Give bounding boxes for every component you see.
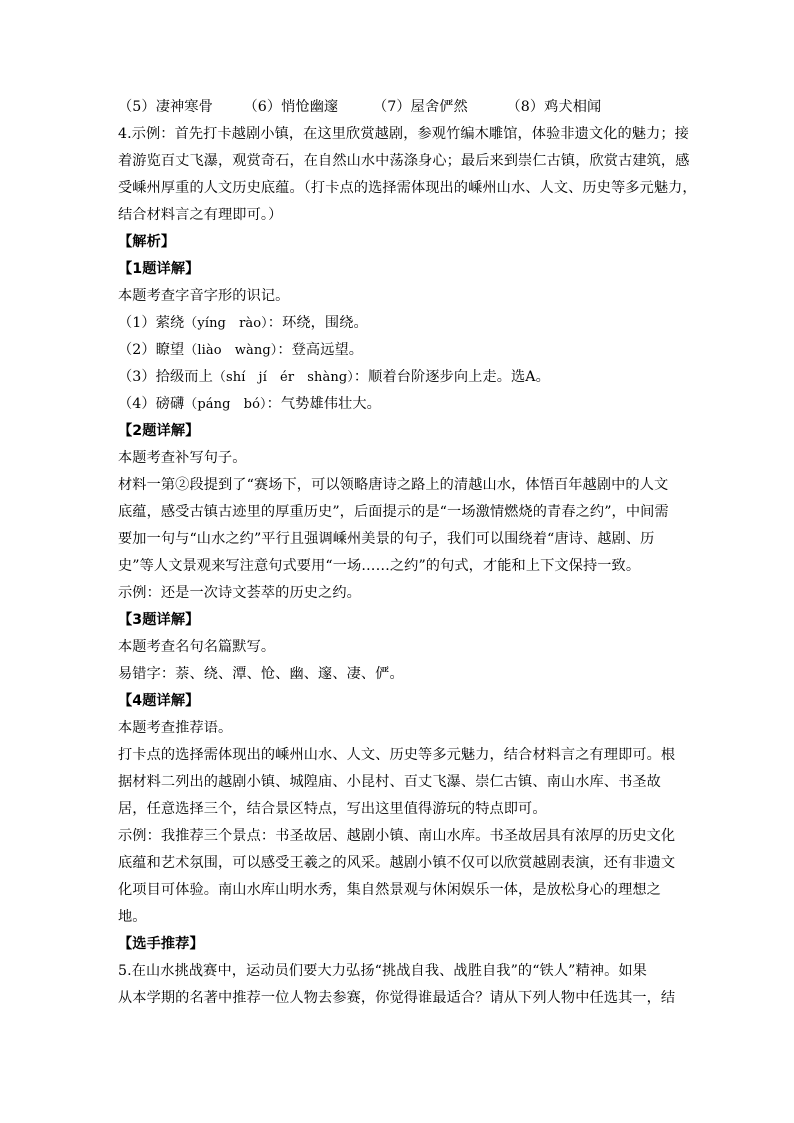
document-page: [118, 94, 697, 1012]
q1-item: [118, 337, 678, 364]
q4-line: 据材料二列出的越剧小镇、城隍庙、小昆村、百丈飞瀑、崇仁古镇、南山水库、书圣故: [118, 774, 661, 790]
recommend-header: 【选手推荐】: [118, 936, 204, 952]
q4-line: 底蕴和艺术氛围，可以感受王羲之的风采。越剧小镇不仅可以欣赏越剧表演，还有非遗文: [118, 855, 676, 871]
q2-line: 要加一句与“山水之约”平行且强调嵊州美景的句子，我们可以围绕着“唐诗、越剧、历: [118, 531, 655, 547]
q1-item-word: （3）拾级而上: [118, 369, 213, 385]
q1-item-meaning: ：顺着台阶逐步向上走。选A。: [353, 369, 550, 385]
q1-item-word: （2）瞭望: [118, 342, 185, 358]
q2-header: 【2题详解】: [118, 423, 200, 439]
q5-line: 5.在山水挑战赛中，运动员们要大力弘扬“挑战自我、战胜自我”的“铁人”精神。如果: [118, 963, 647, 979]
q1-item-word: （4）磅礴: [118, 396, 185, 412]
q4-line: 地。: [118, 909, 147, 925]
q2-line: 材料一第②段提到了“赛场下，可以领略唐诗之路上的清越山水，体悟百年越剧中的人文: [118, 477, 669, 493]
q4-answer-line: 结合材料言之有理即可。）: [118, 207, 283, 223]
q1-item-pinyin: （liào wàng）: [184, 343, 278, 358]
answer-item-7: （7）屋舍俨然: [372, 99, 468, 115]
q2-example: 示例：还是一次诗文荟萃的历史之约。: [118, 585, 361, 601]
q1-item-word: （1）萦绕: [118, 315, 185, 331]
q4-answer-line: 4.示例：首先打卡越剧小镇，在这里欣赏越剧，参观竹编木雕馆，体验非遗文化的魅力；接: [118, 126, 689, 142]
q2-line: 底蕴，感受古镇古迹里的厚重历史”，后面提示的是“一场激情燃烧的青春之约”，中间需: [118, 504, 669, 520]
q4-intro: 本题考查推荐语。: [118, 720, 233, 736]
answer-item-8: （8）鸡犬相闻: [506, 99, 602, 115]
q1-item-pinyin: （páng bó）: [184, 397, 267, 412]
answer-item-5: （5）凄神寒骨: [118, 99, 213, 115]
q4-answer-line: 着游览百丈飞瀑，观赏奇石，在自然山水中荡涤身心；最后来到崇仁古镇，欣赏古建筑，感: [118, 153, 690, 169]
q3-intro: 本题考查名句名篇默写。: [118, 639, 276, 655]
analysis-header: 【解析】: [118, 234, 176, 250]
q1-item-pinyin: （yíng rào）: [184, 316, 268, 331]
q4-line: 示例：我推荐三个景点：书圣故居、越剧小镇、南山水库。书圣故居具有浓厚的历史文化: [118, 828, 676, 844]
q2-line: 史”等人文景观来写注意句式要用“一场……之约”的句式，才能和上下文保持一致。: [118, 558, 641, 574]
q1-item-meaning: ：气势雄伟壮大。: [266, 396, 381, 412]
q4-line: 打卡点的选择需体现出的嵊州山水、人文、历史等多元魅力，结合材料言之有理即可。根: [118, 747, 676, 763]
q5-line: 从本学期的名著中推荐一位人物去参赛，你觉得谁最适合？请从下列人物中任选其一，结: [118, 990, 676, 1006]
q4-header: 【4题详解】: [118, 693, 200, 709]
q4-answer-line: 受嵊州厚重的人文历史底蕴。（打卡点的选择需体现出的嵊州山水、人文、历史等多元魅力，: [118, 180, 697, 196]
q1-header: 【1题详解】: [118, 261, 200, 277]
q4-line: 化项目可体验。南山水库山明水秀，集自然景观与休闲娱乐一体，是放松身心的理想之: [118, 882, 661, 898]
answers-row: [118, 94, 678, 121]
q3-line: 易错字：萘、绕、潭、怆、幽、邃、凄、俨。: [118, 666, 404, 682]
q2-intro: 本题考查补写句子。: [118, 450, 247, 466]
q1-item: [118, 364, 678, 391]
q4-line: 居，任意选择三个，结合景区特点，写出这里值得游玩的特点即可。: [118, 801, 547, 817]
q1-intro: 本题考查字音字形的识记。: [118, 288, 290, 304]
q1-item: [118, 391, 678, 418]
q1-item-pinyin: （shí jí ér shàng）: [212, 370, 354, 385]
q1-item-meaning: ：登高远望。: [277, 342, 364, 358]
q3-header: 【3题详解】: [118, 612, 200, 628]
q1-item-meaning: ：环绕，围绕。: [267, 315, 368, 331]
q1-item: [118, 310, 678, 337]
answer-item-6: （6）悄怆幽邃: [243, 99, 339, 115]
